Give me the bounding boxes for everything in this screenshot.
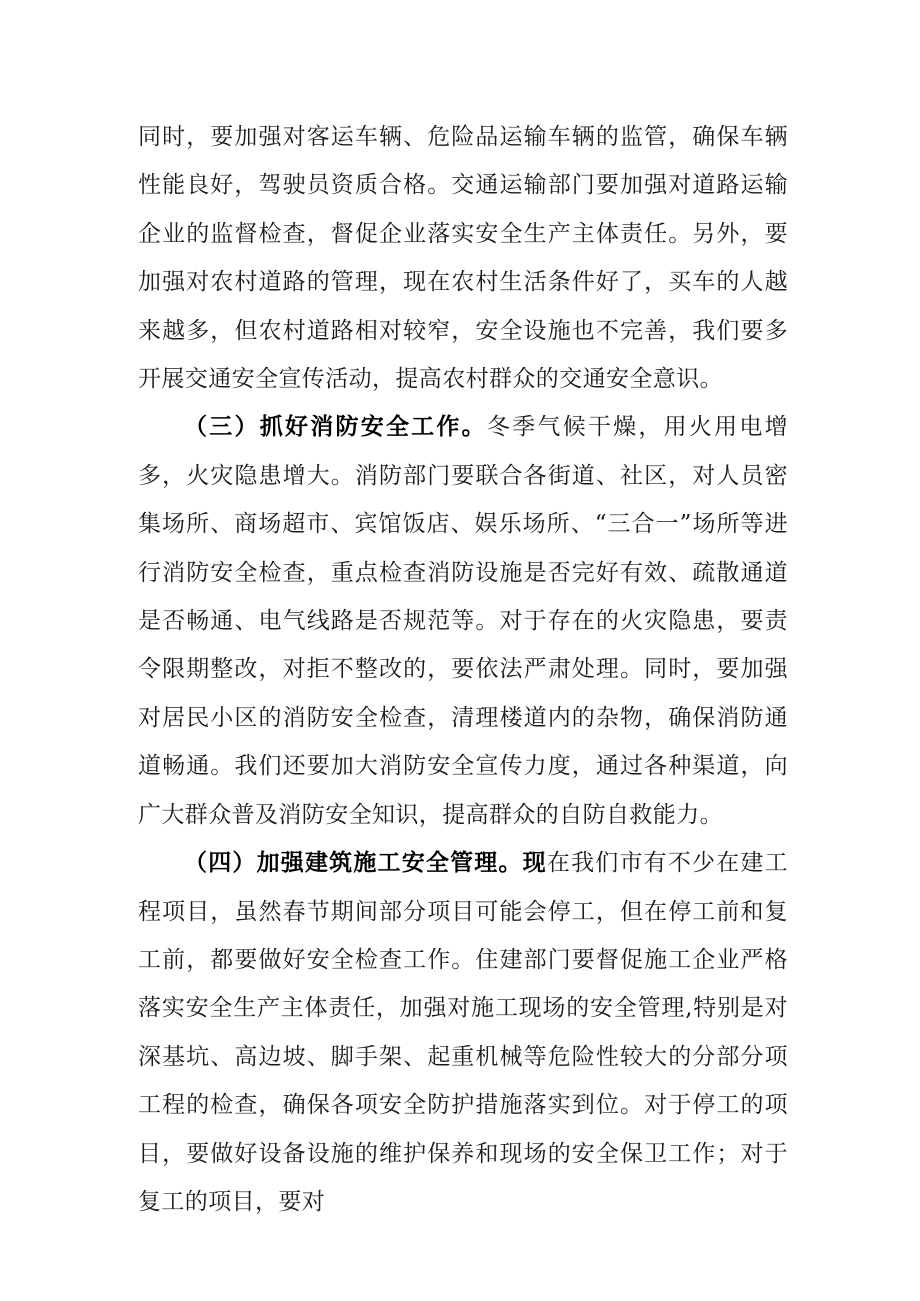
paragraph-body: 冬季气候干燥，用火用电增多，火灾隐患增大。消防部门要联合各街道、社区，对人员密集场所、商场超市、宾馆饭店、娱乐场所、“三合一”场所等进行消防安全检查，重点检查消防设施是否完好有效、疏散通道是否畅通、电气线路是否规范等。对于存在的火灾隐患，要责令限期整改，对拒不整改的，要依法严肃处理。同时，要加强对居民小区的消防安全检查，清理楼道内的杂物，确保消防通道畅通。我们还要加大消防安全宣传力度，通过各种渠道，向广大群众普及消防安全知识，提高群众的自防自救能力。	[138, 414, 788, 828]
section-heading-construction-safety: （四）加强建筑施工安全管理。现	[184, 850, 547, 877]
paragraph-body: 同时，要加强对客运车辆、危险品运输车辆的监管，确保车辆性能良好，驾驶员资质合格。交通运输部门要加强对道路运输企业的监督检查，督促企业落实安全生产主体责任。另外，要加强对农村道路的管理，现在农村生活条件好了，买车的人越来越多，但农村道路相对较窄，安全设施也不完善，我们要多开展交通安全宣传活动，提高农村群众的交通安全意识。	[138, 124, 788, 393]
section-heading-fire-safety: （三）抓好消防安全工作。	[184, 414, 487, 441]
paragraph-body: 在我们市有不少在建工程项目，虽然春节期间部分项目可能会停工，但在停工前和复工前，都要做好安全检查工作。住建部门要督促施工企业严格落实安全生产主体责任，加强对施工现场的安全管理,特别是对深基坑、高边坡、脚手架、起重机械等危险性较大的分部分项工程的检查，确保各项安全防护措施落实到位。对于停工的项目，要做好设备设施的维护保养和现场的安全保卫工作；对于复工的项目，要对	[138, 850, 789, 1215]
paragraph-construction-safety	[138, 839, 788, 1226]
paragraph-traffic-continued	[138, 113, 788, 403]
paragraph-fire-safety	[138, 403, 788, 839]
document-body	[138, 113, 788, 1226]
